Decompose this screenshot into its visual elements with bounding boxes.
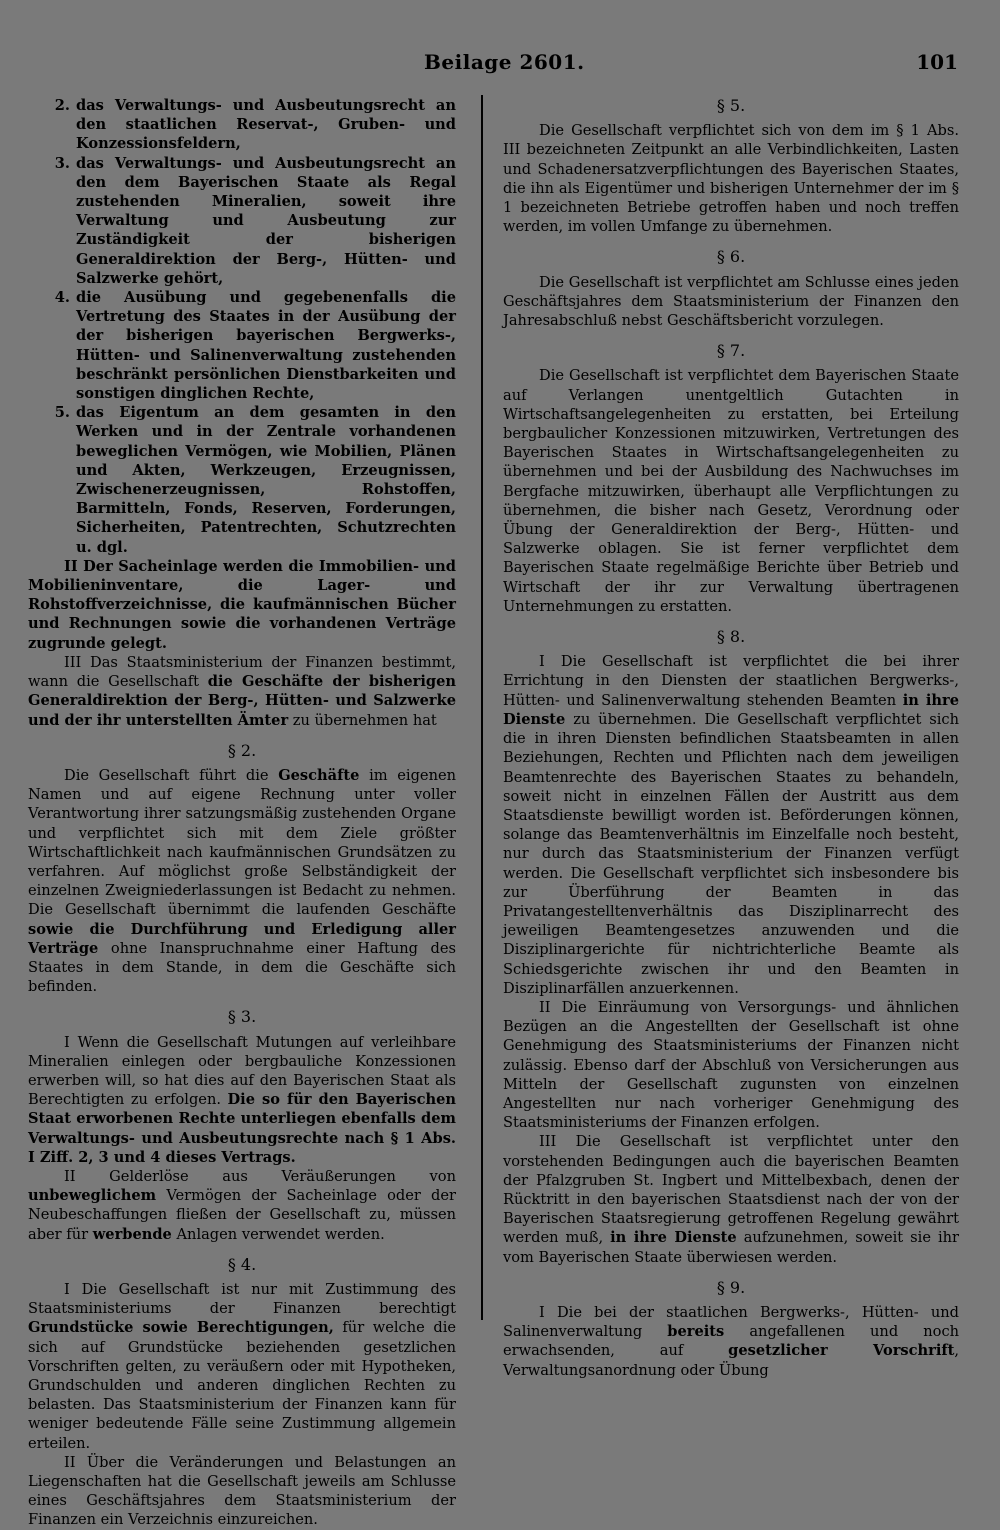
list-item-text: die Ausübung und gegebenenfalls die Vertretung des Staates in der Ausübung der der bisherigen bayerischen Bergwerks-, Hütten- und Salinenverwaltung zustehenden beschränkt persönlichen Dienstbarkeiten und sonstigen dinglichen Rechte,: [76, 289, 456, 403]
text-run: Anlagen verwendet werden.: [176, 1225, 385, 1243]
section-heading-4: § 4.: [227, 1254, 257, 1274]
section-heading-6: § 6.: [716, 247, 746, 267]
text-run-bold: Die so für den Bayerischen Staat erworbenen Rechte unterliegen ebenfalls dem Verwaltungs- und Ausbeutungsrechte nach § 1 Abs. I Ziff. 2, 3 und 4 dieses Vertrags.: [28, 1091, 456, 1166]
text-run-bold: in ihre Dienste: [610, 1229, 737, 1247]
section-8-text-2: II Die Einräumung von Versorgungs- und ähnlichen Bezügen an die Angestellten der Gesellschaft ist ohne Genehmigung des Staatsministeriums der Finanzen nicht zulässig. Ebenso darf der Abschluß von Versicherungen aus Mitteln der Gesellschaft zugunsten von einzelnen Angestellten nur nach vorheriger Genehmigung des Staatsministeriums der Finanzen erfolgen.: [503, 998, 959, 1132]
text-run-bold: unbeweglichem: [28, 1187, 157, 1205]
text-run: I Die Gesellschaft ist verpflichtet die bei ihrer Errichtung in den Diensten der staatlichen Bergwerks-, Hütten- und Salinenverwaltung stehenden Beamten: [503, 653, 959, 709]
section-3-text: [28, 1033, 456, 1167]
text-run: , Verwaltungsanordnung oder Übung: [503, 1342, 960, 1379]
text-run: Die Gesellschaft führt die: [64, 766, 269, 784]
list-item: [28, 154, 456, 288]
section-6-text: Die Gesellschaft ist verpflichtet am Schlusse eines jeden Geschäftsjahres dem Staatsministerium der Finanzen den Jahresabschluß nebst Geschäftsbericht vorzulegen.: [503, 273, 959, 330]
list-item-number: 4.: [54, 289, 70, 307]
text-run-bold: Grundstücke sowie Berechtigungen,: [28, 1319, 334, 1337]
list-item: [28, 288, 456, 403]
list-item-number: 5.: [54, 404, 70, 422]
list-item-text: das Verwaltungs- und Ausbeutungsrecht an den staatlichen Reservat-, Gruben- und Konzessionsfeldern,: [76, 97, 456, 153]
text-run-bold: sowie die Durchführung und Erledigung aller Verträge: [28, 920, 456, 957]
page-header-title: Beilage 2601.: [424, 50, 585, 74]
text-run: im eigenen Namen und auf eigene Rechnung unter voller Verantwortung ihrer satzungsmäßig zustehenden Organe und verpflichtet sich mit dem Ziele größter Wirtschaftlichkeit nach kaufmännischen Grundsätzen zu verfahren. Auf möglichst große Selbständigkeit der einzelnen Zweigniederlassungen ist Bedacht zu nehmen. Die Gesellschaft übernimmt die laufenden Geschäfte: [28, 766, 457, 919]
section-4-text: [28, 1280, 456, 1453]
list-item-number: 3.: [54, 154, 70, 172]
section-heading-7: § 7.: [716, 341, 746, 361]
section-heading-3: § 3.: [227, 1007, 257, 1027]
text-run: II Gelderlöse aus Veräußerungen von: [64, 1167, 456, 1185]
column-divider: [481, 95, 483, 1320]
section-heading-5: § 5.: [716, 96, 746, 115]
left-column: [28, 96, 456, 1530]
section-3-text-2: [28, 1167, 456, 1244]
text-run-bold: werbende: [92, 1225, 172, 1243]
text-run: III Die Gesellschaft ist verpflichtet unter den vorstehenden Bedingungen auch die bayerischen Beamten der Pfalzgruben St. Ingbert und Mittelbexbach, denen der Rücktritt in den bayerischen Staatsdienst nach der von der Bayerischen Staatsregierung getroffenen Regelung gewährt werden muß,: [503, 1133, 959, 1247]
text-run-bold: Geschäfte: [278, 766, 360, 784]
text-run-bold: in ihre Dienste: [503, 691, 959, 728]
text-run-bold: bereits: [667, 1323, 725, 1341]
text-run-bold: die Geschäfte der bisherigen Generaldirektion der Berg-, Hütten- und Salzwerke und der ihr unterstellten Ämter: [28, 673, 457, 729]
page-header: [0, 50, 1000, 80]
section-7-text: Die Gesellschaft ist verpflichtet dem Bayerischen Staate auf Verlangen unentgeltlich Gutachten in Wirtschaftsangelegenheiten zu erstatten, bei Erteilung bergbaulicher Konzessionen mitzuwirken, Vertretungen des Bayerischen Staates in Wirtschaftsangelegenheiten zu übernehmen und bei der Ausbildung des Nachwuchses im Bergfache mitzuwirken, überhaupt alle Verpflichtungen zu übernehmen, die bisher nach Gesetz, Verordnung oder Übung der Generaldirektion der Berg-, Hütten- und Salzwerke oblagen. Sie ist ferner verpflichtet dem Bayerischen Staate regelmäßige Berichte über Betrieb und Wirtschaft der ihr zur Verwaltung übertragenen Unternehmungen zu erstatten.: [503, 367, 959, 615]
list-item-text: das Eigentum an dem gesamten in den Werken und in der Zentrale vorhandenen beweglichen Vermögen, wie Mobilien, Plänen und Akten, Werkzeugen, Erzeugnissen, Zwischenerzeugnissen, Rohstoffen, Barmitteln, Fonds, Reserven, Forderungen, Sicherheiten, Patentrechten, Schutzrechten u. dgl.: [76, 404, 456, 556]
text-run: aufzunehmen, soweit sie ihr vom Bayerischen Staate überwiesen werden.: [503, 1229, 960, 1266]
section-2-text: [28, 766, 456, 996]
text-run-bold: gesetzlicher Vorschrift: [728, 1342, 955, 1360]
text-run: I Die Gesellschaft ist nur mit Zustimmung des Staatsministeriums der Finanzen berechtigt: [28, 1280, 456, 1318]
list-item-text: das Verwaltungs- und Ausbeutungsrecht an den dem Bayerischen Staate als Regal zustehenden Mineralien, soweit ihre Verwaltung und Ausbeutung zur Zuständigkeit der bisherigen Generaldirektion der Berg-, Hütten- und Salzwerke gehört,: [76, 154, 456, 287]
text-run: zu übernehmen hat: [292, 711, 437, 729]
list-item: [28, 96, 456, 154]
section-8-text-3: [503, 1132, 959, 1266]
text-run: zu übernehmen. Die Gesellschaft verpflichtet sich die in ihren Diensten befindlichen Staatsbeamten in allen Beziehungen, Rechten und Pflichten nach dem jeweiligen Beamtenrechte des Bayerischen Staates zu behandeln, soweit nicht in einzelnen Fällen der Austritt aus dem Staatsdienste bewilligt worden ist. Beförderungen können, solange das Beamtenverhältnis im Einzelfalle noch besteht, nur durch das Staatsministerium der Finanzen verfügt werden. Die Gesellschaft verpflichtet sich insbesondere bis zur Überführung der Beamten in das Privatangestelltenverhältnis das Disziplinarrecht des jeweiligen Beamtengesetzes anzuwenden und die Disziplinargerichte für nichtrichterliche Beamte als Schiedsgerichte zwischen ihr und den Beamten in Disziplinarfällen anzuerkennen.: [503, 710, 960, 997]
section-9-text: [503, 1303, 959, 1380]
text-run: III Das Staatsministerium der Finanzen bestimmt, wann die Gesellschaft: [28, 653, 456, 691]
page-number: 101: [916, 50, 958, 74]
section-4-text-2: II Über die Veränderungen und Belastungen an Liegenschaften hat die Gesellschaft jeweils am Schlusse eines Geschäftsjahres dem Staatsministerium der Finanzen ein Verzeichnis einzureichen.: [28, 1453, 456, 1529]
right-column: [503, 96, 959, 1380]
section-8-text: [503, 652, 959, 998]
list-item: [28, 403, 456, 557]
text-run: angefallenen und noch erwachsenden, auf: [503, 1323, 960, 1360]
section-5-text: Die Gesellschaft verpflichtet sich von dem im § 1 Abs. III bezeichneten Zeitpunkt an alle Verbindlichkeiten, Lasten und Schadenersatzverpflichtungen des Bayerischen Staates, die ihn als Eigentümer und bisherigen Unternehmer der im § 1 bezeichneten Betriebe getroffen haben und noch treffen werden, im vollen Umfange zu übernehmen.: [503, 122, 959, 236]
paragraph-uebernahme: [28, 653, 456, 730]
text-run: für welche die sich auf Grundstücke beziehenden gesetzlichen Vorschriften gelten, zu veräußern oder mit Hypotheken, Grundschulden und anderen dinglichen Rechten zu belasten. Das Staatsministerium der Finanzen kann für weniger bedeutende Fälle seine Zustimmung allgemein erteilen.: [28, 1319, 456, 1452]
text-run: Vermögen der Sacheinlage oder der Neubeschaffungen fließen der Gesellschaft zu, müssen aber für: [28, 1187, 457, 1243]
section-heading-2: § 2.: [227, 740, 257, 760]
text-run: ohne Inanspruchnahme einer Haftung des Staates in dem Stande, in dem die Geschäfte sich befinden.: [28, 939, 456, 996]
text-run: I Wenn die Gesellschaft Mutungen auf verleihbare Mineralien einlegen oder bergbauliche Konzessionen erwerben will, so hat dies auf den Bayerischen Staat als Berechtigten zu erfolgen.: [28, 1033, 456, 1109]
section-heading-9: § 9.: [716, 1277, 746, 1297]
list-item-number: 2.: [54, 97, 70, 114]
section-heading-8: § 8.: [716, 627, 746, 647]
paragraph-sacheinlage: II Der Sacheinlage werden die Immobilien- und Mobilieninventare, die Lager- und Rohstoffverzeichnisse, die kaufmännischen Bücher und Rechnungen sowie die vorhandenen Verträge zugrunde gelegt.: [28, 557, 456, 652]
text-run: I Die bei der staatlichen Bergwerks-, Hütten- und Salinenverwaltung: [503, 1303, 959, 1341]
